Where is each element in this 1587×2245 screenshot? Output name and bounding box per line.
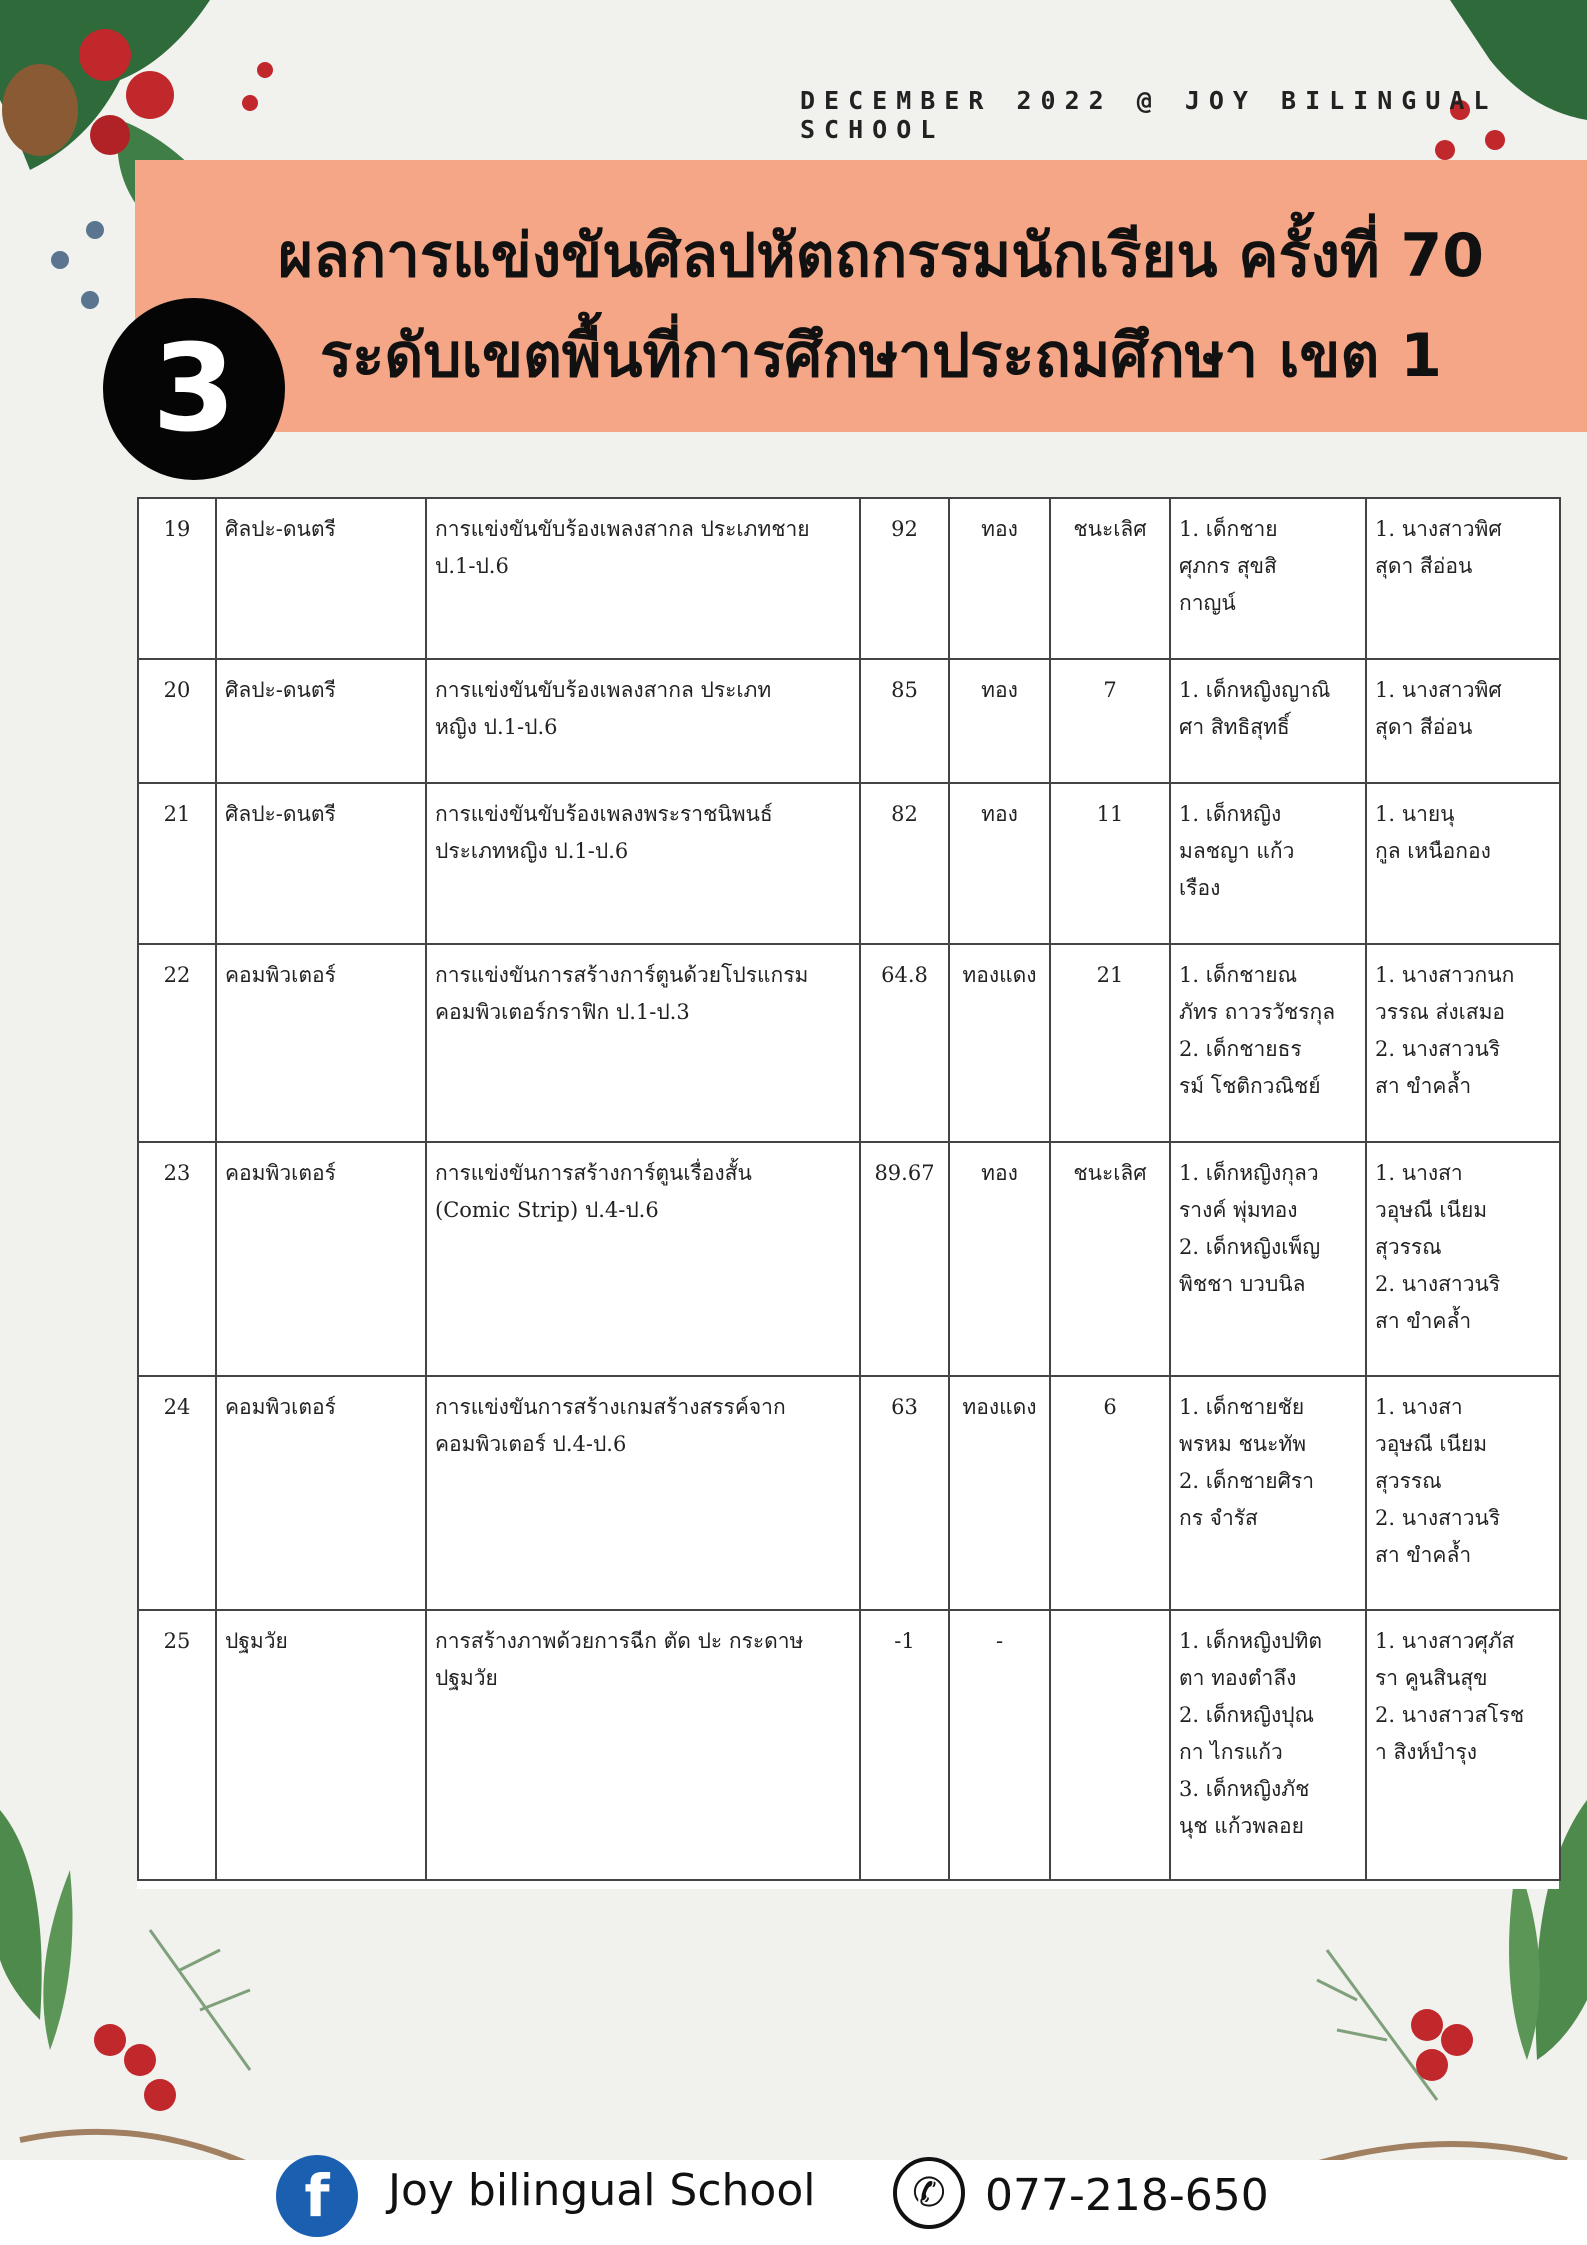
- cell-score: 63: [860, 1376, 949, 1610]
- cell-teachers-line: 1. นางสาวพิศ: [1375, 517, 1502, 541]
- cell-students: [1170, 1610, 1366, 1880]
- cell-teachers-line: สุดา สีอ่อน: [1375, 715, 1473, 739]
- cell-teachers-line: สา ขำคล้ำ: [1375, 1074, 1472, 1098]
- table-row: [138, 1376, 1560, 1610]
- cell-teachers-line: 2. นางสาวสโรช: [1375, 1703, 1525, 1727]
- cell-event-line: คอมพิวเตอร์ ป.4-ป.6: [435, 1432, 627, 1456]
- page-title-line-2: ระดับเขตพื้นที่การศึกษาประถมศึกษา เขต 1: [319, 321, 1443, 391]
- cell-teachers: [1366, 944, 1560, 1142]
- page-number-badge: 3: [103, 298, 285, 480]
- cell-event-line: การแข่งขันขับร้องเพลงสากล ประเภท: [435, 678, 772, 702]
- cell-medal: ทอง: [949, 659, 1050, 783]
- phone-number[interactable]: 077-218-650: [985, 2170, 1269, 2221]
- cell-teachers-line: 2. นางสาวนริ: [1375, 1506, 1501, 1530]
- cell-students-line: 1. เด็กหญิงญาณิ: [1179, 678, 1331, 702]
- results-table: [137, 497, 1561, 1881]
- cell-category: ศิลปะ-ดนตรี: [216, 659, 426, 783]
- title-banner: [135, 160, 1587, 432]
- top-date-label: DECEMBER 2022 @ JOY BILINGUAL SCHOOL: [800, 86, 1498, 144]
- cell-students-line: 2. เด็กชายธร: [1179, 1037, 1302, 1061]
- table-row: [138, 1142, 1560, 1376]
- cell-number: 20: [138, 659, 216, 783]
- cell-medal: ทอง: [949, 498, 1050, 659]
- cell-number: 25: [138, 1610, 216, 1880]
- cell-students-line: ตา ทองตำลึง: [1179, 1666, 1297, 1690]
- cell-medal: ทองแดง: [949, 1376, 1050, 1610]
- cell-teachers-line: สา ขำคล้ำ: [1375, 1309, 1472, 1333]
- cell-event-line: การแข่งขันการสร้างการ์ตูนด้วยโปรแกรม: [435, 963, 809, 987]
- cell-teachers-line: 1. นางสาวพิศ: [1375, 678, 1502, 702]
- cell-students-line: มลชญา แก้ว: [1179, 839, 1295, 863]
- cell-students-line: 2. เด็กชายศิรา: [1179, 1469, 1314, 1493]
- cell-rank: ชนะเลิศ: [1050, 498, 1170, 659]
- cell-teachers-line: 2. นางสาวนริ: [1375, 1272, 1501, 1296]
- cell-score: -1: [860, 1610, 949, 1880]
- cell-students: [1170, 498, 1366, 659]
- cell-teachers-line: 1. นางสา: [1375, 1161, 1463, 1185]
- cell-event-line: การแข่งขันการสร้างการ์ตูนเรื่องสั้น: [435, 1161, 752, 1185]
- table-row: [138, 1610, 1560, 1880]
- cell-students-line: รม์ โชติกวณิชย์: [1179, 1074, 1321, 1098]
- cell-students-line: 1. เด็กหญิงปทิต: [1179, 1629, 1323, 1653]
- cell-event-line: ป.1-ป.6: [435, 554, 509, 578]
- cell-students-line: รางค์ พุ่มทอง: [1179, 1198, 1298, 1222]
- cell-students: [1170, 1376, 1366, 1610]
- results-table-body: [138, 498, 1560, 1880]
- cell-teachers-line: วอุษณี เนียม: [1375, 1198, 1488, 1222]
- cell-score: 64.8: [860, 944, 949, 1142]
- cell-medal: ทอง: [949, 1142, 1050, 1376]
- cell-event-line: หญิง ป.1-ป.6: [435, 715, 558, 739]
- cell-students-line: 1. เด็กชาย: [1179, 517, 1278, 541]
- cell-students-line: 1. เด็กชายณ: [1179, 963, 1298, 987]
- cell-number: 19: [138, 498, 216, 659]
- phone-icon: ✆: [893, 2157, 965, 2229]
- cell-teachers-line: า สิงห์บำรุง: [1375, 1740, 1478, 1764]
- cell-teachers-line: สุวรรณ: [1375, 1469, 1442, 1493]
- cell-students-line: ศา สิทธิสุทธิ์: [1179, 715, 1290, 739]
- cell-students-line: ภัทร ถาวรวัชรกุล: [1179, 1000, 1336, 1024]
- cell-teachers-line: 1. นางสาวศุภัส: [1375, 1629, 1515, 1653]
- cell-teachers-line: รา คูนสินสุข: [1375, 1666, 1488, 1690]
- cell-teachers-line: กูล เหนือกอง: [1375, 839, 1491, 863]
- cell-rank: 6: [1050, 1376, 1170, 1610]
- cell-teachers: [1366, 1142, 1560, 1376]
- cell-students: [1170, 783, 1366, 944]
- facebook-icon[interactable]: f: [276, 2155, 358, 2237]
- cell-category: คอมพิวเตอร์: [216, 944, 426, 1142]
- cell-event: [426, 1610, 860, 1880]
- cell-teachers-line: สา ขำคล้ำ: [1375, 1543, 1472, 1567]
- cell-category: คอมพิวเตอร์: [216, 1142, 426, 1376]
- cell-teachers-line: วรรณ ส่งเสมอ: [1375, 1000, 1506, 1024]
- cell-teachers: [1366, 783, 1560, 944]
- cell-score: 89.67: [860, 1142, 949, 1376]
- cell-medal: ทอง: [949, 783, 1050, 944]
- cell-event: [426, 498, 860, 659]
- table-row: [138, 944, 1560, 1142]
- facebook-page-name[interactable]: Joy bilingual School: [388, 2165, 816, 2216]
- cell-event-line: ปฐมวัย: [435, 1666, 498, 1690]
- cell-rank: 11: [1050, 783, 1170, 944]
- cell-students-line: 3. เด็กหญิงภัช: [1179, 1777, 1310, 1801]
- cell-students-line: 1. เด็กหญิง: [1179, 802, 1282, 826]
- cell-event: [426, 944, 860, 1142]
- cell-students-line: เรือง: [1179, 876, 1221, 900]
- cell-number: 21: [138, 783, 216, 944]
- cell-rank: ชนะเลิศ: [1050, 1142, 1170, 1376]
- cell-number: 22: [138, 944, 216, 1142]
- cell-category: ศิลปะ-ดนตรี: [216, 783, 426, 944]
- cell-teachers-line: 1. นางสา: [1375, 1395, 1463, 1419]
- cell-event: [426, 783, 860, 944]
- table-row: [138, 783, 1560, 944]
- page-title-line-1: ผลการแข่งขันศิลปหัตถกรรมนักเรียน ครั้งที่ 70: [277, 221, 1485, 291]
- cell-rank: 7: [1050, 659, 1170, 783]
- cell-category: ปฐมวัย: [216, 1610, 426, 1880]
- cell-students-line: 2. เด็กหญิงเพ็ญ: [1179, 1235, 1321, 1259]
- cell-event-line: การสร้างภาพด้วยการฉีก ตัด ปะ กระดาษ: [435, 1629, 804, 1653]
- cell-number: 23: [138, 1142, 216, 1376]
- cell-students-line: ศุภกร สุขสิ: [1179, 554, 1277, 578]
- cell-event-line: การแข่งขันขับร้องเพลงพระราชนิพนธ์: [435, 802, 773, 826]
- cell-students-line: กร จำรัส: [1179, 1506, 1258, 1530]
- cell-students-line: 2. เด็กหญิงปุณ: [1179, 1703, 1315, 1727]
- cell-teachers: [1366, 1376, 1560, 1610]
- table-row: [138, 498, 1560, 659]
- cell-teachers: [1366, 1610, 1560, 1880]
- cell-rank: 21: [1050, 944, 1170, 1142]
- cell-teachers-line: 1. นายนุ: [1375, 802, 1455, 826]
- cell-event: [426, 1376, 860, 1610]
- table-row: [138, 659, 1560, 783]
- cell-teachers-line: วอุษณี เนียม: [1375, 1432, 1488, 1456]
- cell-event-line: คอมพิวเตอร์กราฟิก ป.1-ป.3: [435, 1000, 690, 1024]
- cell-teachers: [1366, 498, 1560, 659]
- cell-score: 92: [860, 498, 949, 659]
- cell-number: 24: [138, 1376, 216, 1610]
- cell-category: ศิลปะ-ดนตรี: [216, 498, 426, 659]
- results-table-container: [137, 497, 1559, 1889]
- cell-rank: [1050, 1610, 1170, 1880]
- cell-teachers-line: 1. นางสาวกนก: [1375, 963, 1515, 987]
- cell-students-line: กา ไกรแก้ว: [1179, 1740, 1283, 1764]
- cell-category: คอมพิวเตอร์: [216, 1376, 426, 1610]
- cell-event: [426, 1142, 860, 1376]
- cell-event-line: การแข่งขันการสร้างเกมสร้างสรรค์จาก: [435, 1395, 786, 1419]
- cell-students-line: กาญน์: [1179, 591, 1236, 615]
- cell-teachers-line: 2. นางสาวนริ: [1375, 1037, 1501, 1061]
- cell-students: [1170, 1142, 1366, 1376]
- cell-event-line: ประเภทหญิง ป.1-ป.6: [435, 839, 629, 863]
- cell-students-line: นุช แก้วพลอย: [1179, 1814, 1304, 1838]
- cell-event-line: การแข่งขันขับร้องเพลงสากล ประเภทชาย: [435, 517, 810, 541]
- cell-medal: -: [949, 1610, 1050, 1880]
- cell-teachers-line: สุวรรณ: [1375, 1235, 1442, 1259]
- cell-event: [426, 659, 860, 783]
- cell-students: [1170, 659, 1366, 783]
- cell-teachers: [1366, 659, 1560, 783]
- cell-event-line: (Comic Strip) ป.4-ป.6: [435, 1198, 659, 1222]
- cell-teachers-line: สุดา สีอ่อน: [1375, 554, 1473, 578]
- cell-medal: ทองแดง: [949, 944, 1050, 1142]
- cell-score: 85: [860, 659, 949, 783]
- cell-students-line: พิชชา บวบนิล: [1179, 1272, 1306, 1296]
- cell-score: 82: [860, 783, 949, 944]
- cell-students-line: 1. เด็กชายชัย: [1179, 1395, 1305, 1419]
- cell-students-line: พรหม ชนะทัพ: [1179, 1432, 1307, 1456]
- cell-students: [1170, 944, 1366, 1142]
- cell-students-line: 1. เด็กหญิงกุลว: [1179, 1161, 1319, 1185]
